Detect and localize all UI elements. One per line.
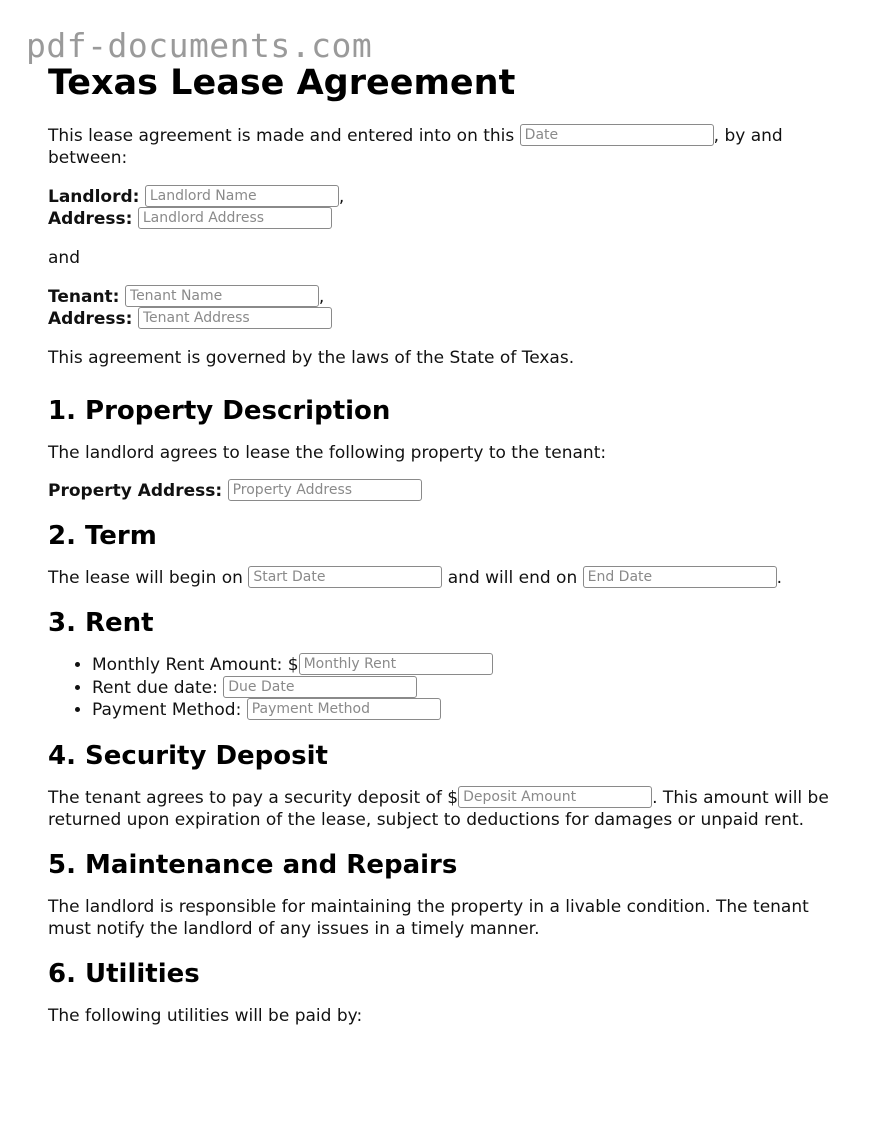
tenant-block: [48, 286, 838, 330]
intro-paragraph: [48, 125, 838, 169]
rent-list-item-amount: [92, 654, 838, 677]
rent-amount-label: Monthly Rent Amount: $: [92, 655, 299, 675]
landlord-label: Landlord:: [48, 187, 140, 207]
section-heading-term: 2. Term: [48, 521, 157, 551]
and-text: and: [48, 248, 80, 268]
agreement-date-input[interactable]: [520, 124, 714, 146]
section-heading-property: 1. Property Description: [48, 396, 391, 426]
payment-method-input[interactable]: [247, 698, 441, 720]
term-text-before: The lease will begin on: [48, 568, 243, 588]
property-address-input[interactable]: [228, 479, 422, 501]
utilities-text: The following utilities will be paid by:: [48, 1005, 363, 1026]
rent-list: [48, 654, 838, 722]
tenant-comma: ,: [318, 287, 325, 307]
property-address-row: [48, 480, 838, 502]
intro-text-after: , by and between:: [48, 126, 783, 168]
document-title: Texas Lease Agreement: [48, 63, 516, 103]
monthly-rent-input[interactable]: [299, 653, 493, 675]
tenant-label: Tenant:: [48, 287, 120, 307]
deposit-amount-input[interactable]: [458, 786, 652, 808]
rent-due-date-label: Rent due date:: [92, 677, 218, 698]
deposit-text-after: . This amount will be returned upon expiration of the lease, subject to deductions for damages or unpaid rent.: [48, 787, 829, 830]
tenant-name-input[interactable]: [125, 285, 319, 307]
landlord-address-label: Address:: [48, 209, 133, 229]
property-address-label: Property Address:: [48, 481, 223, 501]
lease-document: [48, 60, 838, 1027]
deposit-paragraph: [48, 787, 838, 831]
rent-list-item-due-date: [92, 677, 838, 700]
start-date-input[interactable]: [248, 566, 442, 588]
term-text-middle: and will end on: [447, 568, 578, 588]
term-paragraph: [48, 567, 838, 589]
payment-method-label: Payment Method:: [92, 700, 242, 720]
due-date-input[interactable]: [223, 676, 417, 698]
maintenance-text: The landlord is responsible for maintaining the property in a livable condition. The tenant must notify the landlord of any issues in a timely manner.: [48, 896, 809, 939]
section-heading-utilities: 6. Utilities: [48, 958, 200, 989]
landlord-address-input[interactable]: [138, 207, 332, 229]
intro-text-before: This lease agreement is made and entered into on this: [48, 126, 515, 146]
landlord-comma: ,: [338, 187, 345, 207]
rent-list-item-payment-method: [92, 699, 838, 722]
governing-law-text: This agreement is governed by the laws of the State of Texas.: [48, 348, 575, 368]
deposit-text-before: The tenant agrees to pay a security deposit of $: [48, 787, 459, 808]
term-text-after: .: [776, 568, 783, 588]
landlord-block: [48, 186, 838, 230]
property-intro-text: The landlord agrees to lease the following property to the tenant:: [48, 443, 607, 463]
watermark-text: pdf-documents.com: [26, 26, 373, 65]
section-heading-maintenance: 5. Maintenance and Repairs: [48, 849, 458, 880]
tenant-address-input[interactable]: [138, 307, 332, 329]
section-heading-deposit: 4. Security Deposit: [48, 740, 328, 771]
end-date-input[interactable]: [583, 566, 777, 588]
tenant-address-label: Address:: [48, 309, 133, 329]
landlord-name-input[interactable]: [145, 185, 339, 207]
section-heading-rent: 3. Rent: [48, 608, 154, 638]
